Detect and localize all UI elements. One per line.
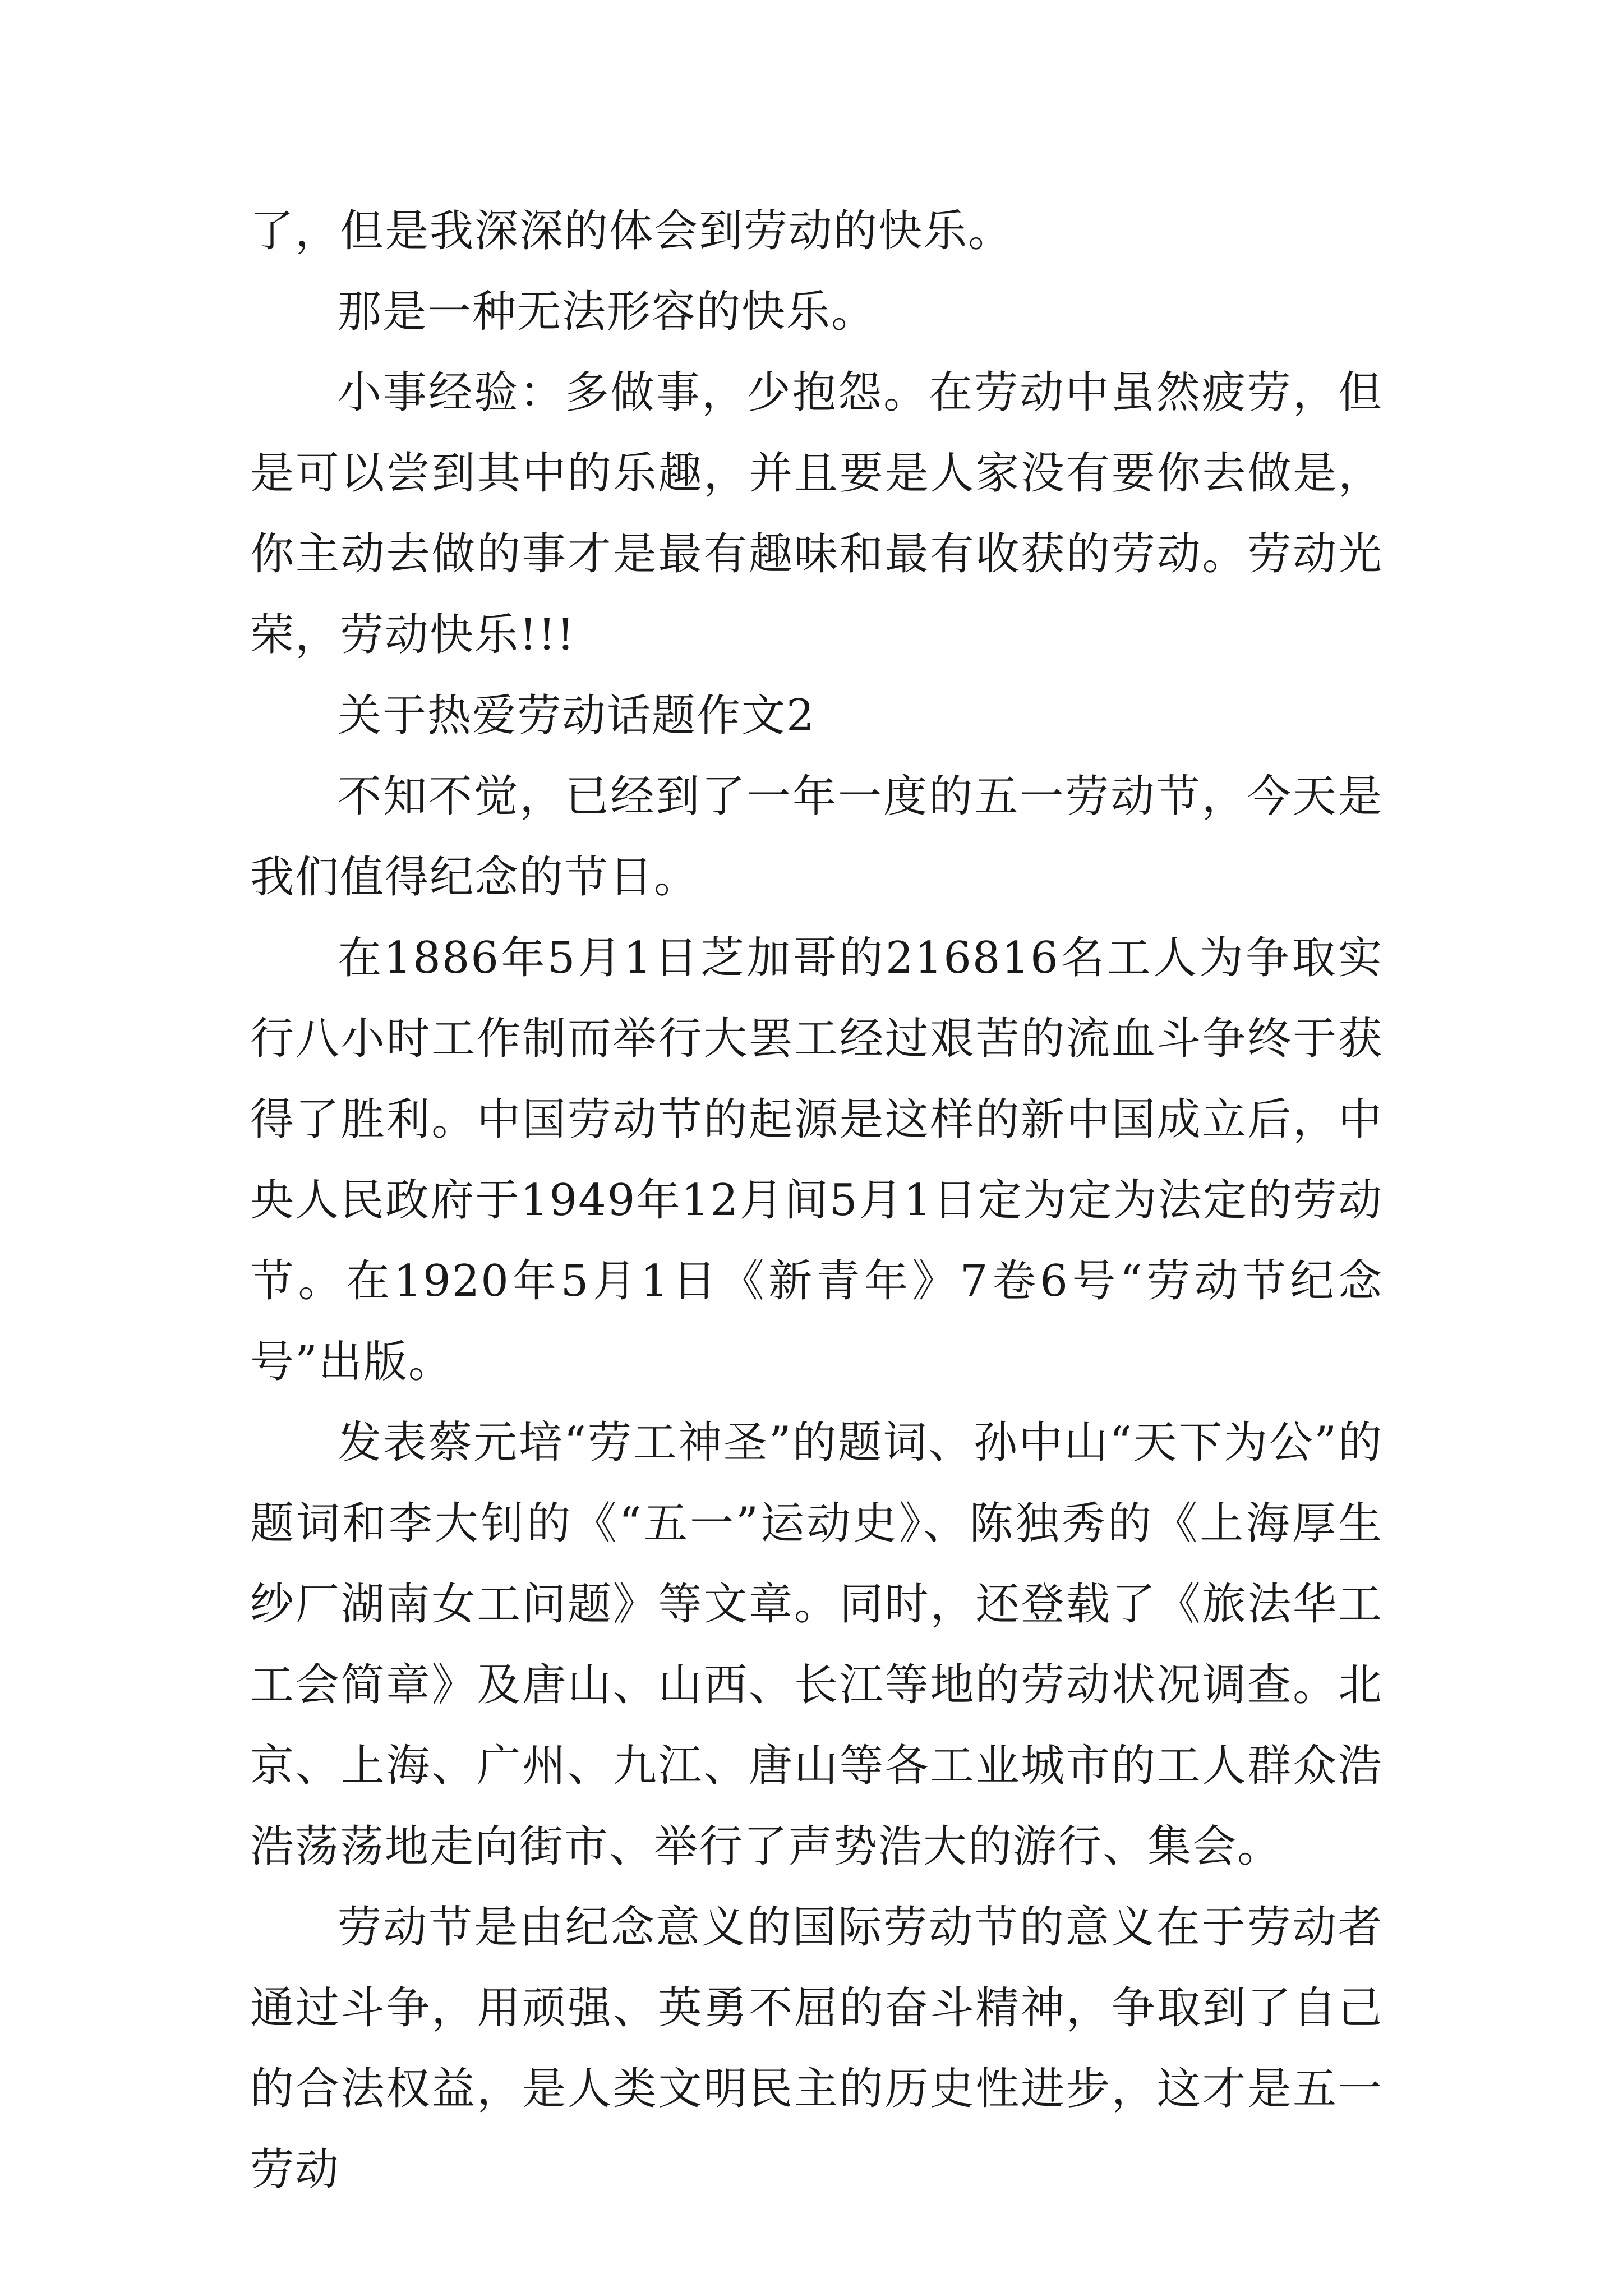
paragraph-publication: 发表蔡元培“劳工神圣”的题词、孙中山“天下为公”的题词和李大钊的《“五一”运动史》、陈独秀的《上海厚生纱厂湖南女工问题》等文章。同时，还登载了《旅法华工工会简章》及唐山、山西、长江等地的劳动状况调查。北京、上海、广州、九江、唐山等各工业城市的工人群众浩浩荡荡地走向街市、举行了声势浩大的游行、集会。 bbox=[250, 1418, 1383, 1872]
paragraph-joy: 那是一种无法形容的快乐。 bbox=[338, 287, 877, 337]
essay-heading: 关于热爱劳动话题作文2 bbox=[338, 691, 815, 741]
paragraph-meaning: 劳动节是由纪念意义的国际劳动节的意义在于劳动者通过斗争，用顽强、英勇不屈的奋斗精神，争取到了自己的合法权益，是人类文明民主的历史性进步，这才是五一劳动 bbox=[250, 1902, 1383, 2195]
paragraph-intro: 不知不觉，已经到了一年一度的五一劳动节，今天是我们值得纪念的节日。 bbox=[250, 771, 1383, 903]
paragraph-history: 在1886年5月1日芝加哥的216816名工人为争取实行八小时工作制而举行大罢工经过艰苦的流血斗争终于获得了胜利。中国劳动节的起源是这样的新中国成立后，中央人民政府于1949年12月间5月1日定为定为法定的劳动节。在1920年5月1日《新青年》7卷6号“劳动节纪念号”出版。 bbox=[250, 933, 1383, 1387]
document-body bbox=[250, 191, 1383, 2210]
paragraph-experience: 小事经验：多做事，少抱怨。在劳动中虽然疲劳，但是可以尝到其中的乐趣，并且要是人家没有要你去做是，你主动去做的事才是最有趣味和最有收获的劳动。劳动光荣，劳动快乐!!! bbox=[250, 367, 1383, 660]
paragraph-continuation: 了，但是我深深的体会到劳动的快乐。 bbox=[250, 206, 1013, 256]
